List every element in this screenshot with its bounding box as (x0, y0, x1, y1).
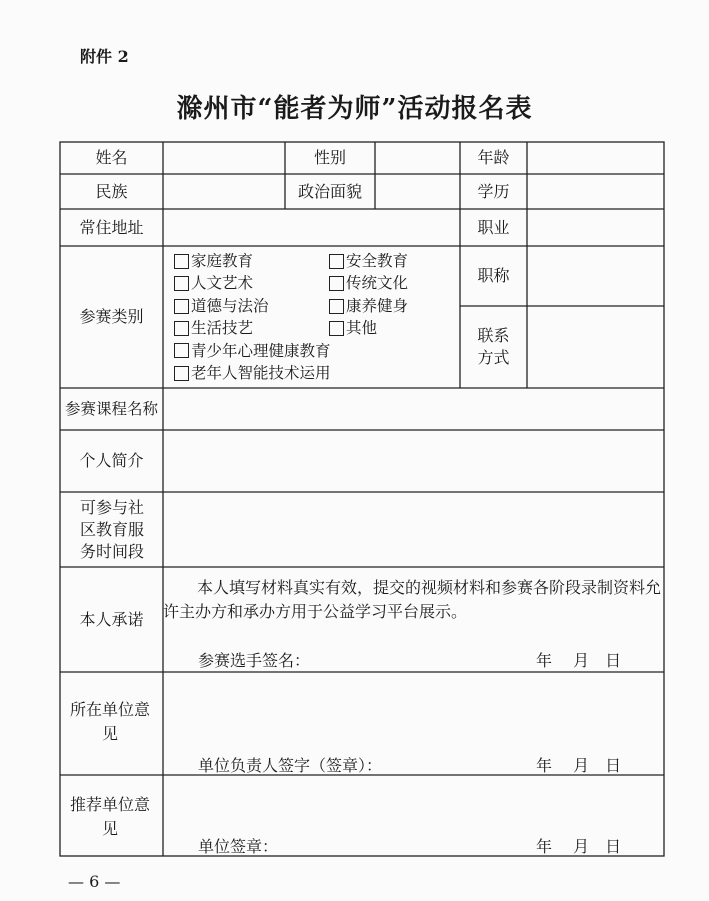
course-name-field[interactable] (163, 388, 664, 430)
checkbox-wellness-fitness[interactable]: 康养健身 (329, 295, 408, 317)
profile-field[interactable] (163, 430, 664, 492)
checkbox-square-icon[interactable] (174, 343, 189, 358)
checkbox-elderly-smart-tech[interactable]: 老年人智能技术运用 (174, 362, 331, 384)
label-category: 参赛类别 (79, 307, 144, 326)
unit-leader-signature-label: 单位负责人签字（签章）： (198, 756, 383, 775)
checkbox-morality-law[interactable]: 道德与法治 (174, 295, 329, 317)
label-recommend-opinion: 推荐单位意 见 (70, 795, 167, 838)
checkbox-square-icon[interactable] (329, 276, 344, 291)
checkbox-other[interactable]: 其他 (329, 317, 377, 339)
page-number: — 6 — (68, 872, 121, 891)
label-service-time: 可参与社区教育服务时间段 (79, 497, 144, 561)
label-course-name: 参赛课程名称 (64, 400, 158, 418)
label-ethnicity: 民族 (95, 181, 128, 201)
label-gender: 性别 (313, 148, 346, 167)
checkbox-square-icon[interactable] (329, 254, 344, 269)
checkbox-life-skills[interactable]: 生活技艺 (174, 317, 329, 339)
service-time-field[interactable] (163, 492, 664, 567)
label-contact: 联系方式 (477, 326, 510, 367)
checkbox-traditional-culture[interactable]: 传统文化 (329, 272, 408, 294)
label-professional-title: 职称 (477, 266, 510, 285)
checkbox-humanities-arts[interactable]: 人文艺术 (174, 272, 329, 294)
education-field[interactable] (527, 174, 664, 209)
occupation-field[interactable] (527, 209, 664, 246)
contestant-signature-label: 参赛选手签名： (198, 651, 311, 670)
address-field[interactable] (163, 209, 460, 246)
checkbox-safety-education[interactable]: 安全教育 (329, 250, 408, 272)
recommend-unit-seal-label: 单位签章： (198, 837, 279, 856)
political-status-field[interactable] (375, 174, 460, 209)
gender-field[interactable] (375, 142, 460, 174)
checkbox-square-icon[interactable] (329, 299, 344, 314)
pledge-date: 年 月 日 (536, 651, 622, 670)
checkbox-youth-mental-health[interactable]: 青少年心理健康教育 (174, 340, 331, 362)
checkbox-square-icon[interactable] (174, 366, 189, 381)
ethnicity-field[interactable] (163, 174, 285, 209)
label-profile: 个人简介 (79, 451, 144, 470)
checkbox-square-icon[interactable] (174, 254, 189, 269)
checkbox-square-icon[interactable] (329, 321, 344, 336)
checkbox-square-icon[interactable] (174, 299, 189, 314)
checkbox-square-icon[interactable] (174, 321, 189, 336)
label-education: 学历 (477, 181, 510, 201)
label-address: 常住地址 (79, 217, 144, 237)
recommend-opinion-date: 年 月 日 (536, 837, 622, 856)
form-title: 滁州市“能者为师”活动报名表 (176, 94, 533, 124)
category-checkbox-list (174, 250, 408, 384)
label-name: 姓名 (95, 148, 128, 167)
label-political-status: 政治面貌 (297, 181, 362, 201)
unit-opinion-date: 年 月 日 (536, 756, 622, 775)
age-field[interactable] (527, 142, 664, 174)
name-field[interactable] (163, 142, 285, 174)
label-occupation: 职业 (477, 217, 510, 237)
checkbox-square-icon[interactable] (174, 276, 189, 291)
label-unit-opinion: 所在单位意 见 (70, 700, 167, 743)
label-pledge: 本人承诺 (79, 609, 144, 629)
contact-field[interactable] (527, 306, 664, 388)
pledge-text: 本人填写材料真实有效，提交的视频材料和参赛各阶段录制资料允许主办方和承办方用于公益学习平台展示。 (163, 578, 662, 621)
checkbox-family-education[interactable]: 家庭教育 (174, 250, 329, 272)
attachment-label: 附件 2 (80, 47, 129, 66)
professional-title-field[interactable] (527, 246, 664, 306)
label-age: 年龄 (477, 148, 510, 167)
